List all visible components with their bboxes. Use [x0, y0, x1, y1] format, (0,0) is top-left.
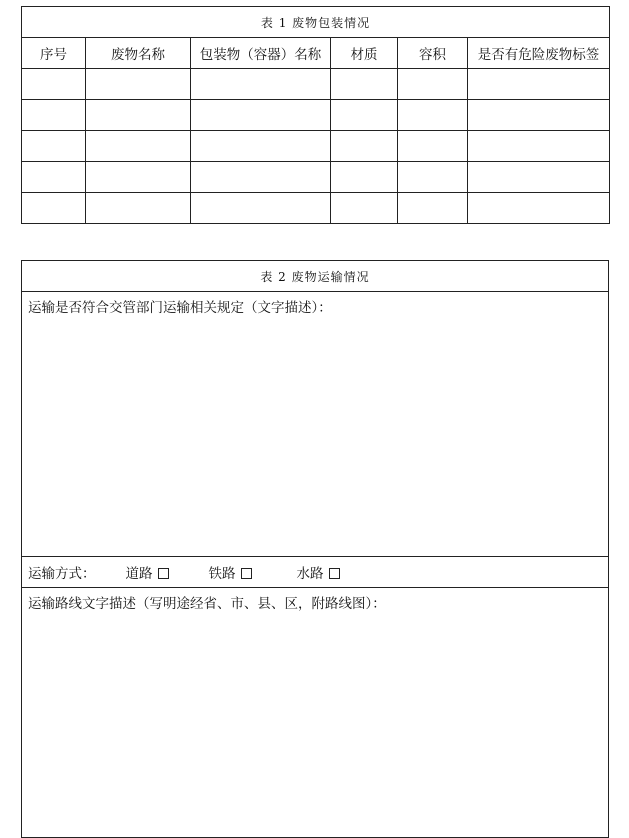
compliance-description-field[interactable]: [22, 292, 609, 557]
header-waste-name: 废物名称: [86, 38, 191, 69]
header-hazard-label: 是否有危险废物标签: [468, 38, 610, 69]
waste-transport-table: [21, 260, 609, 838]
compliance-prompt: 运输是否符合交管部门运输相关规定（文字描述）：: [28, 300, 332, 316]
table-cell[interactable]: [191, 193, 331, 224]
table-cell[interactable]: [398, 69, 468, 100]
mode-option-rail[interactable]: [209, 562, 252, 582]
mode-option-label: 铁路: [208, 566, 236, 582]
checkbox-road[interactable]: [158, 568, 169, 579]
table-cell[interactable]: [398, 131, 468, 162]
table-row: [22, 131, 610, 162]
table1-caption: 表 1 废物包装情况: [22, 7, 610, 38]
table-cell[interactable]: [86, 193, 191, 224]
table-cell[interactable]: [22, 131, 86, 162]
table-cell[interactable]: [22, 162, 86, 193]
waste-packaging-table: [21, 6, 610, 224]
header-volume: 容积: [398, 38, 468, 69]
mode-option-road[interactable]: [126, 562, 169, 582]
header-serial-no: 序号: [22, 38, 86, 69]
table-cell[interactable]: [191, 162, 331, 193]
table-cell[interactable]: [331, 100, 398, 131]
table-row: [22, 100, 610, 131]
table-cell[interactable]: [86, 100, 191, 131]
mode-option-label: 道路: [125, 566, 153, 582]
table-cell[interactable]: [468, 100, 610, 131]
table2-caption: 表 2 废物运输情况: [22, 261, 609, 292]
table-cell[interactable]: [331, 193, 398, 224]
table-cell[interactable]: [398, 193, 468, 224]
table-cell[interactable]: [331, 69, 398, 100]
table-cell[interactable]: [191, 69, 331, 100]
table-cell[interactable]: [22, 69, 86, 100]
table-row: [22, 193, 610, 224]
header-material: 材质: [331, 38, 398, 69]
table-cell[interactable]: [191, 131, 331, 162]
table-cell[interactable]: [191, 100, 331, 131]
route-description-field[interactable]: [22, 588, 609, 838]
transport-mode-label: 运输方式：: [28, 566, 96, 582]
table-cell[interactable]: [468, 193, 610, 224]
table-cell[interactable]: [22, 193, 86, 224]
table-cell[interactable]: [468, 131, 610, 162]
table-cell[interactable]: [398, 100, 468, 131]
table-cell[interactable]: [86, 131, 191, 162]
table-row: [22, 162, 610, 193]
mode-option-label: 水路: [296, 566, 324, 582]
transport-mode-row: [22, 557, 609, 588]
table-cell[interactable]: [331, 162, 398, 193]
table-cell[interactable]: [468, 69, 610, 100]
table-cell[interactable]: [331, 131, 398, 162]
header-container-name: 包装物（容器）名称: [191, 38, 331, 69]
checkbox-water[interactable]: [329, 568, 340, 579]
table-cell[interactable]: [86, 69, 191, 100]
table-row: [22, 69, 610, 100]
route-prompt: 运输路线文字描述（写明途经省、市、县、区，附路线图）：: [28, 596, 386, 612]
table-cell[interactable]: [86, 162, 191, 193]
table-cell[interactable]: [22, 100, 86, 131]
checkbox-rail[interactable]: [241, 568, 252, 579]
table-cell[interactable]: [468, 162, 610, 193]
table-cell[interactable]: [398, 162, 468, 193]
mode-option-water[interactable]: [297, 562, 340, 582]
